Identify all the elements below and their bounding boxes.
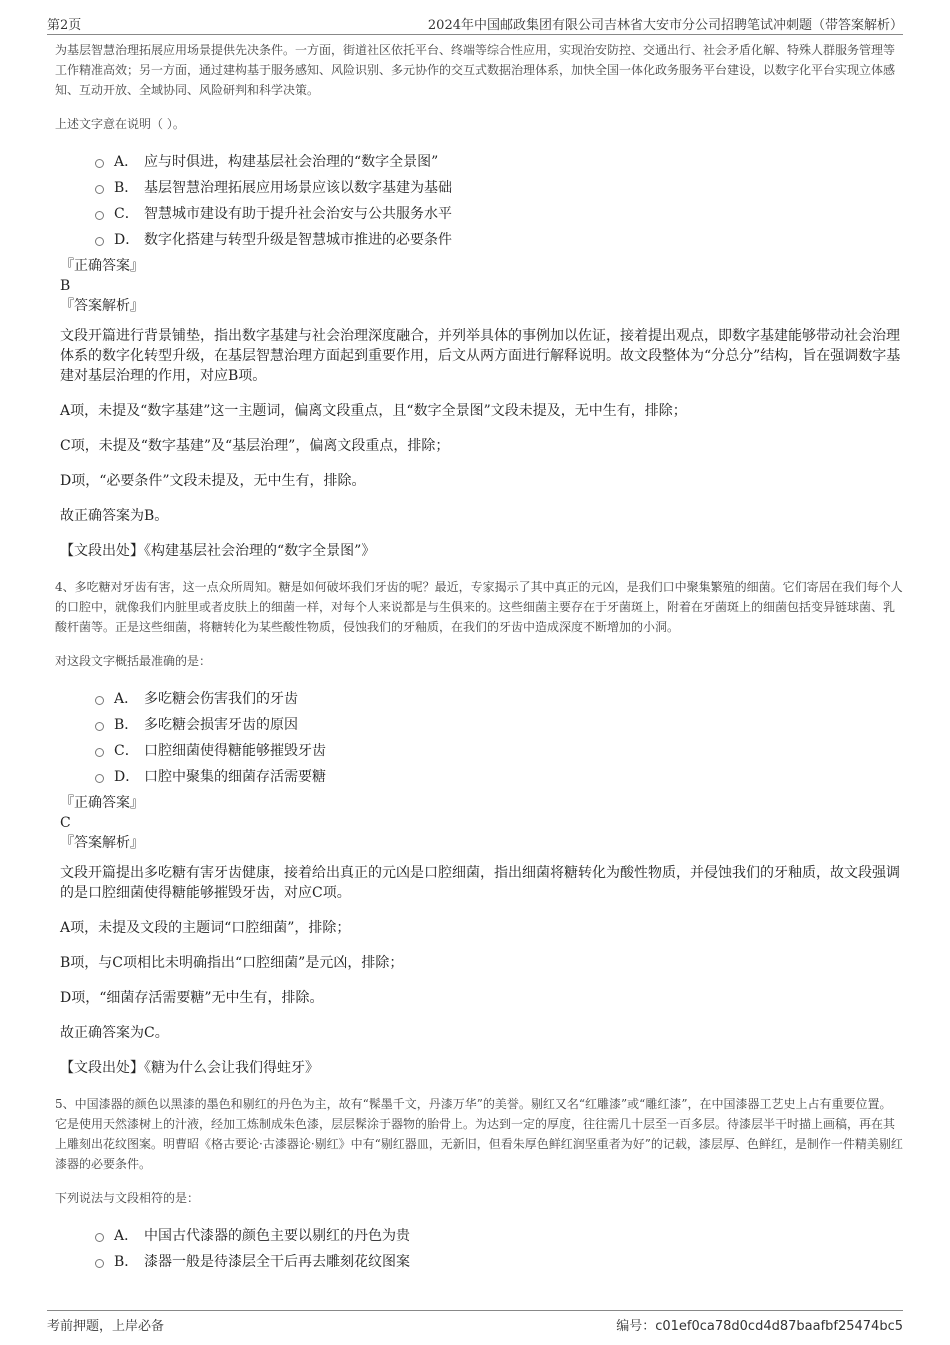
- radio-icon[interactable]: [95, 1259, 104, 1268]
- option-letter: C．: [114, 206, 139, 222]
- question-passage: 为基层智慧治理拓展应用场景提供先决条件。一方面，街道社区依托平台、终端等综合性应用，实现治安防控、交通出行、社会矛盾化解、特殊人群服务管理等工作精准高效；另一方面，通过建构基于服务感知、风险识别、多元协作的交互式数据治理体系，加快全国一体化政务服务平台建设，以数字化平台实现立体感知、互动开放、全域协同、风险研判和科学决策。: [55, 43, 896, 97]
- page-header: [47, 10, 903, 35]
- analysis-paragraph: C项，未提及“数字基建”及“基层治理”，偏离文段重点，排除；: [60, 438, 450, 454]
- question-prompt: 对这段文字概括最准确的是：: [55, 654, 212, 668]
- radio-icon[interactable]: [95, 774, 104, 783]
- question-prompt: 上述文字意在说明（ ）。: [55, 117, 185, 131]
- option-text: 漆器一般是待漆层全干后再去雕刻花纹图案: [144, 1254, 410, 1270]
- answer-value: C: [60, 815, 71, 831]
- option-b[interactable]: [95, 711, 903, 737]
- option-d[interactable]: [95, 763, 903, 789]
- question-prompt: 下列说法与文段相符的是：: [55, 1191, 200, 1205]
- answer-value: B: [60, 278, 71, 294]
- radio-icon[interactable]: [95, 722, 104, 731]
- option-letter: D．: [114, 769, 140, 785]
- answer-label: 『正确答案』: [60, 258, 144, 274]
- option-a[interactable]: [95, 685, 903, 711]
- option-text: 口腔细菌使得糖能够摧毁牙齿: [144, 743, 326, 759]
- option-a[interactable]: [95, 148, 903, 174]
- answer-block: [60, 793, 903, 853]
- analysis-paragraph: 文段开篇提出多吃糖有害牙齿健康，接着给出真正的元凶是口腔细菌，指出细菌将糖转化为酸性物质，并侵蚀我们的牙釉质，故文段强调的是口腔细菌使得糖能够摧毁牙齿，对应C项。: [60, 865, 900, 901]
- analysis-paragraph: A项，未提及“数字基建”这一主题词，偏离文段重点，且“数字全景图”文段未提及，无中生有，排除；: [60, 403, 687, 419]
- passage-source: 【文段出处】《糖为什么会让我们得蛀牙》: [60, 1060, 319, 1076]
- analysis-paragraph: D项，“必要条件”文段未提及，无中生有，排除。: [60, 473, 366, 489]
- answer-label: 『正确答案』: [60, 795, 144, 811]
- answer-block: [60, 256, 903, 316]
- option-letter: A．: [114, 154, 139, 170]
- document-serial: [616, 1315, 903, 1334]
- analysis-paragraph: A项，未提及文段的主题词“口腔细菌”，排除；: [60, 920, 351, 936]
- question-5: [55, 1094, 903, 1274]
- option-b[interactable]: [95, 1248, 903, 1274]
- serial-number: c01ef0ca78d0cd4d87baafbf25474bc5: [655, 1319, 903, 1334]
- question-4: [55, 577, 903, 1078]
- question-passage: 5、中国漆器的颜色以黑漆的墨色和剔红的丹色为主，故有“髹墨千文，丹漆万华”的美誉。剔红又名“红雕漆”或“雕红漆”，在中国漆器工艺史上占有重要位置。它是使用天然漆树上的汁液，经加工炼制成朱色漆，层层髹涂于器物的胎骨上。为达到一定的厚度，往往需几十层至一百多层。待漆层半干时描上画稿，再在其上雕刻出花纹图案。明曹昭《格古要论·古漆器论·剔红》中有“剔红器皿，无新旧，但看朱厚色鲜红润坚重者为好”的记载，漆层厚、色鲜红，是制作一件精美剔红漆器的必要条件。: [55, 1097, 903, 1171]
- radio-icon[interactable]: [95, 211, 104, 220]
- radio-icon[interactable]: [95, 1233, 104, 1242]
- options-list: [95, 685, 903, 789]
- option-text: 智慧城市建设有助于提升社会治安与公共服务水平: [144, 206, 452, 222]
- radio-icon[interactable]: [95, 159, 104, 168]
- analysis-block: [60, 326, 903, 526]
- option-text: 多吃糖会伤害我们的牙齿: [144, 691, 298, 707]
- footer-slogan: 考前押题，上岸必备: [47, 1319, 165, 1334]
- analysis-paragraph: D项，“细菌存活需要糖”无中生有，排除。: [60, 990, 324, 1006]
- option-d[interactable]: [95, 226, 903, 252]
- analysis-paragraph: B项，与C项相比未明确指出“口腔细菌”是元凶，排除；: [60, 955, 404, 971]
- analysis-paragraph: 故正确答案为B。: [60, 508, 169, 524]
- option-text: 口腔中聚集的细菌存活需要糖: [144, 769, 326, 785]
- radio-icon[interactable]: [95, 237, 104, 246]
- option-letter: C．: [114, 743, 139, 759]
- option-text: 应与时俱进，构建基层社会治理的“数字全景图”: [144, 154, 439, 170]
- analysis-paragraph: 文段开篇进行背景铺垫，指出数字基建与社会治理深度融合，并列举具体的事例加以佐证，接着提出观点，即数字基建能够带动社会治理体系的数字化转型升级，在基层智慧治理方面起到重要作用，后文从两方面进行解释说明。故文段整体为“分总分”结构，旨在强调数字基建对基层治理的作用，对应B项。: [60, 328, 901, 384]
- question-passage: 4、多吃糖对牙齿有害，这一点众所周知。糖是如何破坏我们牙齿的呢？最近，专家揭示了其中真正的元凶，是我们口中聚集繁殖的细菌。它们寄居在我们每个人的口腔中，就像我们内脏里或者皮肤上的细菌一样，对每个人来说都是与生俱来的。这些细菌主要存在于牙菌斑上，附着在牙菌斑上的细菌包括变异链球菌、乳酸杆菌等。正是这些细菌，将糖转化为某些酸性物质，侵蚀我们的牙釉质，在我们的牙齿中造成深度不断增加的小洞。: [55, 580, 903, 634]
- option-letter: B．: [114, 180, 139, 196]
- page-content: [55, 40, 903, 1274]
- option-letter: D．: [114, 232, 140, 248]
- option-text: 基层智慧治理拓展应用场景应该以数字基建为基础: [144, 180, 452, 196]
- page-footer: [47, 1310, 903, 1335]
- options-list: [95, 1222, 903, 1274]
- option-letter: B．: [114, 1254, 139, 1270]
- analysis-paragraph: 故正确答案为C。: [60, 1025, 169, 1041]
- options-list: [95, 148, 903, 252]
- radio-icon[interactable]: [95, 185, 104, 194]
- passage-source: 【文段出处】《构建基层社会治理的“数字全景图”》: [60, 543, 376, 559]
- serial-label: 编号：: [616, 1319, 656, 1334]
- option-b[interactable]: [95, 174, 903, 200]
- option-c[interactable]: [95, 737, 903, 763]
- option-text: 中国古代漆器的颜色主要以剔红的丹色为贵: [144, 1228, 410, 1244]
- option-letter: B．: [114, 717, 139, 733]
- analysis-label: 『答案解析』: [60, 298, 144, 314]
- option-letter: A．: [114, 1228, 139, 1244]
- option-c[interactable]: [95, 200, 903, 226]
- option-text: 数字化搭建与转型升级是智慧城市推进的必要条件: [144, 232, 452, 248]
- radio-icon[interactable]: [95, 748, 104, 757]
- question-3: [55, 40, 903, 561]
- option-text: 多吃糖会损害牙齿的原因: [144, 717, 298, 733]
- analysis-block: [60, 863, 903, 1043]
- option-letter: A．: [114, 691, 139, 707]
- page-number: 第2页: [47, 18, 82, 33]
- radio-icon[interactable]: [95, 696, 104, 705]
- analysis-label: 『答案解析』: [60, 835, 144, 851]
- document-title: 2024年中国邮政集团有限公司吉林省大安市分公司招聘笔试冲刺题（带答案解析）: [427, 18, 903, 33]
- option-a[interactable]: [95, 1222, 903, 1248]
